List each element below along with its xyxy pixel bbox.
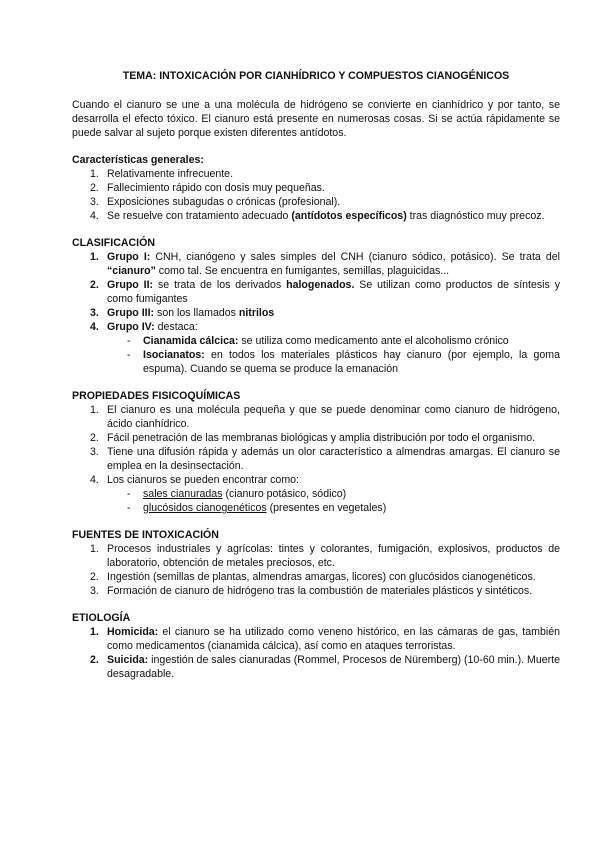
sub-list-item: - Isocianatos: en todos los materiales plásticos hay cianuro (por ejemplo, la goma espuma). Cuando se quema se produce la emanación (127, 349, 560, 375)
page-title: TEMA: INTOXICACIÓN POR CIANHÍDRICO Y COMPUESTOS CIANOGÉNICOS (122, 70, 510, 82)
list-item-grupo-3: 3. Grupo III: son los llamados nitrilos (90, 307, 275, 319)
list-item: 1. Relativamente infrecuente. (90, 168, 234, 180)
section-fuentes (72, 528, 560, 598)
fuentes-list (72, 542, 560, 598)
etiologia-list (72, 625, 560, 681)
list-item: 3. Exposiciones subagudas o crónicas (profesional). (90, 196, 341, 208)
list-item-grupo-4: 4. Grupo IV: destaca: - Cianamida cálcica: se utiliza como medicamento ante el alcoholismo crónico - Isocianatos: en todos los materiales plásticos hay cianuro (por ejemplo, la goma espuma). Cuando se quema se produce la emanación (90, 321, 560, 375)
list-item: 1. El cianuro es una molécula pequeña y que se puede denominar como cianuro de hidrógeno, ácido cianhídrico. (90, 404, 560, 430)
grupo-4-sublist (107, 334, 560, 376)
list-item: 1. Homicida: el cianuro se ha utilizado como veneno histórico, en las cámaras de gas, también como medicamentos (cianamida cálcica), así como en ataques terroristas. (90, 626, 560, 652)
section-heading: CLASIFICACIÓN (72, 237, 155, 249)
section-heading: PROPIEDADES FISICOQUÍMICAS (72, 390, 241, 402)
propiedades-list (72, 403, 560, 515)
list-item: 3. Formación de cianuro de hidrógeno tras la combustión de materiales plásticos y sintéticos. (90, 585, 533, 597)
list-item: 2. Ingestión (semillas de plantas, almendras amargas, licores) con glucósidos cianogenéticos. (90, 571, 536, 583)
list-item: 3. Tiene una difusión rápida y además un olor característico a almendras amargas. El cianuro se emplea en la desinsectación. (90, 446, 560, 472)
section-clasificacion (72, 236, 560, 376)
section-etiologia (72, 611, 560, 681)
caracteristicas-list (72, 167, 560, 223)
section-heading: Características generales: (72, 154, 204, 166)
sub-list-item: - sales cianuradas (cianuro potásico, sódico) (127, 488, 347, 500)
section-caracteristicas (72, 153, 560, 223)
list-item-grupo-1: 1. Grupo I: CNH, cianógeno y sales simples del CNH (cianuro sódico, potásico). Se trata del “cianuro” como tal. Se encuentra en fumigantes, semillas, plaguicidas... (90, 251, 560, 277)
section-heading: FUENTES DE INTOXICACIÓN (72, 529, 219, 541)
section-propiedades (72, 389, 560, 515)
list-item: 4. Se resuelve con tratamiento adecuado (antídotos específicos) tras diagnóstico muy precoz. (90, 210, 545, 222)
list-item: 1. Procesos industriales y agrícolas: tintes y colorantes, fumigación, explosivos, productos de laboratorio, obtención de metales preciosos, etc. (90, 543, 560, 569)
list-item: 2. Fallecimiento rápido con dosis muy pequeñas. (90, 182, 325, 194)
clasificacion-list (72, 250, 560, 376)
section-heading: ETIOLOGÍA (72, 612, 131, 624)
list-item: 2. Suicida: ingestión de sales cianuradas (Rommel, Procesos de Nüremberg) (10-60 min.). Muerte desagradable. (90, 654, 560, 680)
sub-list-item: - glucósidos cianogenéticos (presentes en vegetales) (127, 502, 387, 514)
intro-paragraph: Cuando el cianuro se une a una molécula de hidrógeno se convierte en cianhídrico y por tanto, se desarrolla el efecto tóxico. El cianuro está presente en numerosas cosas. Si se actúa rápidamente se puede salvar al sujeto porque existen diferentes antídotos. (72, 99, 560, 139)
cianuros-sublist (107, 487, 560, 515)
list-item: 2. Fácil penetración de las membranas biológicas y amplia distribución por todo el organismo. (90, 432, 536, 444)
sub-list-item: - Cianamida cálcica: se utiliza como medicamento ante el alcoholismo crónico (127, 335, 509, 347)
list-item: 4. Los cianuros se pueden encontrar como: - sales cianuradas (cianuro potásico, sódico) - glucósidos cianogenéticos (presentes en vegetales) (72, 473, 560, 515)
list-item-grupo-2: 2. Grupo II: se trata de los derivados halogenados. Se utilizan como productos de síntesis y como fumigantes (90, 279, 560, 305)
